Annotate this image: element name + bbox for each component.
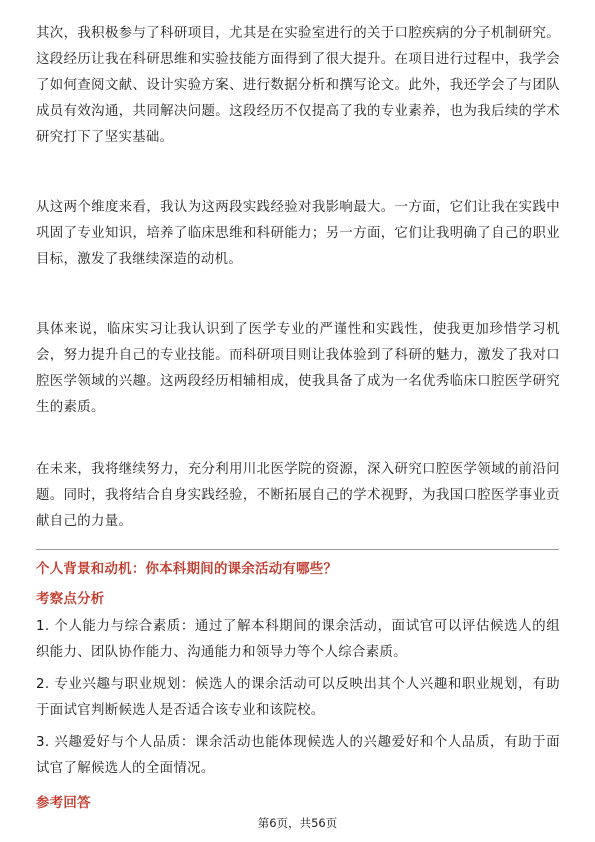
interview-question: 个人背景和动机：你本科期间的课余活动有哪些？ bbox=[36, 562, 338, 577]
body-paragraph: 具体来说，临床实习让我认识到了医学专业的严谨性和实践性，使我更加珍惜学习机会，努力提升自己的专业技能。而科研项目则让我体验到了科研的魅力，激发了我对口腔医学领域的兴趣。这两段经历相辅相成，使我具备了成为一名优秀临床口腔医学研究生的素质。 bbox=[36, 322, 560, 415]
analysis-point: 3. 兴趣爱好与个人品质：课余活动也能体现候选人的兴趣爱好和个人品质，有助于面试官了解候选人的全面情况。 bbox=[36, 735, 560, 776]
body-paragraph: 从这两个维度来看，我认为这两段实践经验对我影响最大。一方面，它们让我在实践中巩固了专业知识，培养了临床思维和科研能力；另一方面，它们让我明确了自己的职业目标，激发了我继续深造的动机。 bbox=[36, 200, 560, 267]
page-number: 第6页，共56页 bbox=[257, 816, 338, 830]
analysis-point: 1. 个人能力与综合素质：通过了解本科期间的课余活动，面试官可以评估候选人的组织能力、团队协作能力、沟通能力和领导力等个人综合素质。 bbox=[36, 619, 560, 660]
analysis-heading: 考察点分析 bbox=[36, 592, 105, 607]
answer-heading: 参考回答 bbox=[36, 796, 91, 811]
section-divider bbox=[36, 549, 559, 550]
body-paragraph: 在未来，我将继续努力，充分利用川北医学院的资源，深入研究口腔医学领域的前沿问题。同时，我将结合自身实践经验，不断拓展自己的学术视野，为我国口腔医学事业贡献自己的力量。 bbox=[36, 462, 560, 529]
body-paragraph: 其次，我积极参与了科研项目，尤其是在实验室进行的关于口腔疾病的分子机制研究。这段经历让我在科研思维和实验技能方面得到了很大提升。在项目进行过程中，我学会了如何查阅文献、设计实验方案、进行数据分析和撰写论文。此外，我还学会了与团队成员有效沟通，共同解决问题。这段经历不仅提高了我的专业素养，也为我后续的学术研究打下了坚实基础。 bbox=[36, 26, 560, 145]
analysis-point: 2. 专业兴趣与职业规划：候选人的课余活动可以反映出其个人兴趣和职业规划，有助于面试官判断候选人是否适合该专业和该院校。 bbox=[36, 677, 560, 718]
